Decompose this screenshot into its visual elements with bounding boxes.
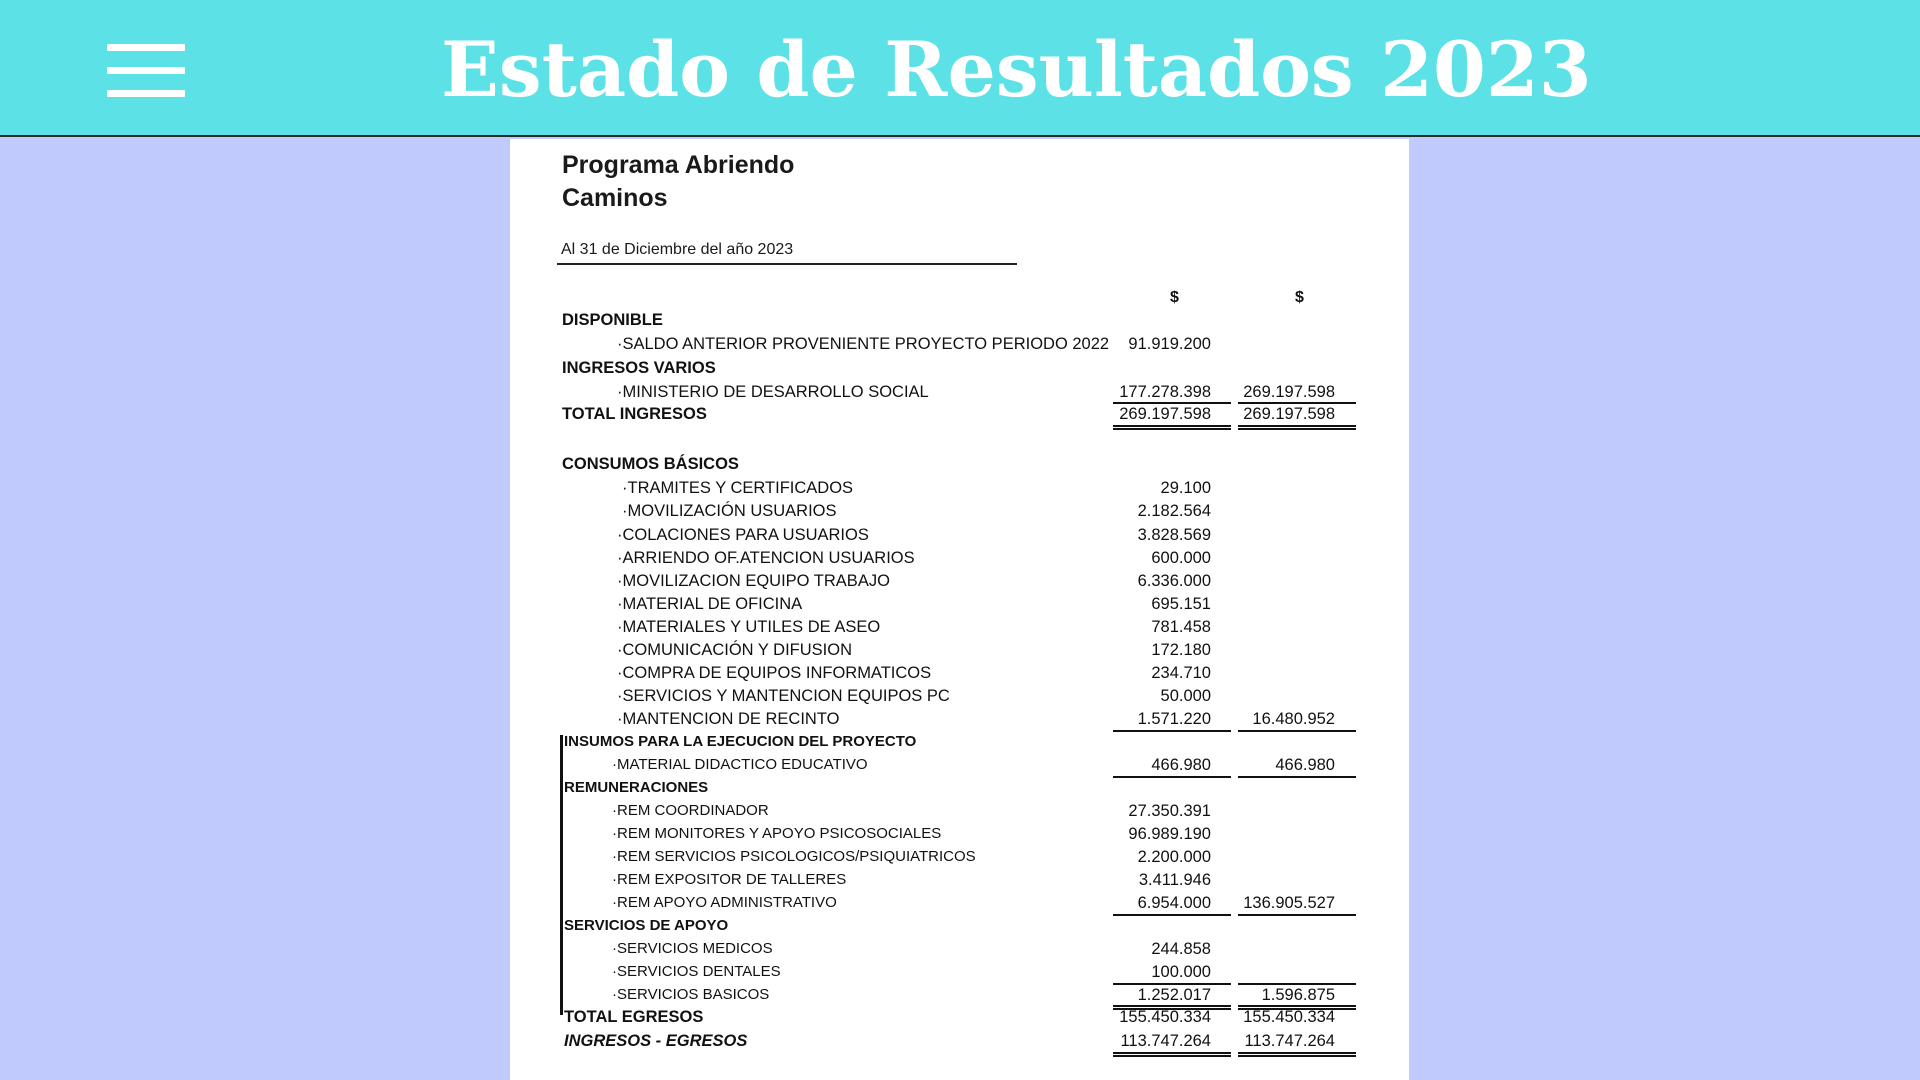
statement-row	[510, 547, 1409, 569]
statement-row	[510, 984, 1409, 1006]
page-title: Estado de Resultados 2023	[441, 25, 1592, 114]
row-amount-col2: 1.596.875	[1261, 986, 1335, 1004]
row-label: ·MANTENCION DE RECINTO	[617, 710, 840, 728]
statement-row	[510, 892, 1409, 914]
organization-name	[562, 149, 794, 215]
row-amount-col1: 172.180	[1151, 641, 1211, 659]
row-label: ·MOVILIZACIÓN USUARIOS	[622, 502, 837, 520]
statement-row	[510, 403, 1409, 425]
row-label: ·SALDO ANTERIOR PROVENIENTE PROYECTO PERIODO 2022	[617, 335, 1110, 353]
row-amount-col1: 2.200.000	[1137, 848, 1211, 866]
statement-row	[510, 961, 1409, 983]
row-amount-col1: 177.278.398	[1119, 383, 1211, 401]
row-label: ·SERVICIOS DENTALES	[612, 963, 781, 980]
row-amount-col1: 781.458	[1151, 618, 1211, 636]
statement-row	[510, 524, 1409, 546]
statement-row	[510, 357, 1409, 379]
statement-row	[510, 846, 1409, 868]
statement-row	[510, 800, 1409, 822]
total-double-underline	[1113, 1005, 1231, 1010]
row-amount-col2: 113.747.264	[1244, 1032, 1335, 1050]
statement-row	[510, 639, 1409, 661]
hamburger-menu-icon[interactable]	[107, 44, 185, 98]
statement-row	[510, 754, 1409, 776]
date-underline	[557, 263, 1017, 265]
amount-underline	[1113, 983, 1231, 985]
row-amount-col1: 1.252.017	[1137, 986, 1211, 1004]
row-amount-col1: 3.828.569	[1137, 526, 1211, 544]
row-label: SERVICIOS DE APOYO	[564, 917, 729, 934]
total-double-underline	[1238, 425, 1356, 430]
row-label: ·MOVILIZACION EQUIPO TRABAJO	[617, 572, 890, 590]
statement-row	[510, 869, 1409, 891]
org-line-2: Caminos	[562, 184, 668, 212]
menu-bar-bottom	[107, 90, 185, 97]
statement-row	[510, 1030, 1409, 1052]
row-label: INGRESOS - EGRESOS	[564, 1032, 748, 1050]
row-amount-col1: 1.571.220	[1137, 710, 1211, 728]
total-double-underline	[1113, 425, 1231, 430]
row-amount-col1: 269.197.598	[1119, 405, 1211, 423]
row-amount-col1: 244.858	[1151, 940, 1211, 958]
statement-row	[510, 616, 1409, 638]
financial-statement-document	[510, 139, 1409, 1080]
amount-underline	[1238, 402, 1356, 404]
row-label: TOTAL INGRESOS	[562, 405, 707, 423]
row-amount-col1: 234.710	[1151, 664, 1211, 682]
statement-row	[510, 453, 1409, 475]
row-amount-col1: 100.000	[1151, 963, 1211, 981]
statement-row	[510, 333, 1409, 355]
statement-row	[510, 777, 1409, 799]
amount-underline	[1238, 914, 1356, 916]
row-amount-col2: 16.480.952	[1252, 710, 1335, 728]
statement-row	[510, 593, 1409, 615]
row-label: ·COMPRA DE EQUIPOS INFORMATICOS	[617, 664, 932, 682]
menu-bar-top	[107, 44, 185, 51]
row-amount-col1: 6.336.000	[1137, 572, 1211, 590]
row-amount-col1: 2.182.564	[1137, 502, 1211, 520]
row-amount-col2: 466.980	[1275, 756, 1335, 774]
statement-row	[510, 823, 1409, 845]
statement-row	[510, 662, 1409, 684]
row-label: ·REM SERVICIOS PSICOLOGICOS/PSIQUIATRICOS	[612, 848, 976, 865]
row-amount-col1: 155.450.334	[1119, 1008, 1211, 1026]
total-double-underline	[1238, 1005, 1356, 1010]
amount-underline	[1238, 983, 1356, 985]
statement-row	[510, 381, 1409, 403]
row-label: ·SERVICIOS MEDICOS	[612, 940, 773, 957]
row-label: ·MATERIAL DIDACTICO EDUCATIVO	[612, 756, 868, 773]
row-label: ·REM COORDINADOR	[612, 802, 769, 819]
statement-row	[510, 477, 1409, 499]
row-label: ·REM APOYO ADMINISTRATIVO	[612, 894, 837, 911]
row-label: ·COMUNICACIÓN Y DIFUSION	[617, 641, 852, 659]
amount-underline	[1113, 730, 1231, 732]
row-amount-col2: 155.450.334	[1243, 1008, 1335, 1026]
amount-underline	[1238, 776, 1356, 778]
row-label: CONSUMOS BÁSICOS	[562, 455, 739, 473]
row-label: ·MATERIAL DE OFICINA	[617, 595, 803, 613]
app-header	[0, 0, 1920, 137]
row-amount-col1: 29.100	[1160, 479, 1211, 497]
row-amount-col1: 27.350.391	[1128, 802, 1211, 820]
row-amount-col1: 113.747.264	[1120, 1032, 1211, 1050]
row-label: INSUMOS PARA LA EJECUCION DEL PROYECTO	[564, 733, 917, 750]
statement-date: Al 31 de Diciembre del año 2023	[561, 241, 794, 258]
statement-row	[510, 915, 1409, 937]
statement-row	[510, 938, 1409, 960]
currency-header-col2: $	[1295, 289, 1304, 306]
statement-row	[510, 309, 1409, 331]
row-amount-col1: 466.980	[1151, 756, 1211, 774]
row-amount-col1: 91.919.200	[1128, 335, 1211, 353]
row-amount-col1: 3.411.946	[1138, 871, 1211, 889]
amount-underline	[1238, 730, 1356, 732]
row-amount-col2: 269.197.598	[1243, 383, 1335, 401]
statement-row	[510, 731, 1409, 753]
row-label: TOTAL EGRESOS	[564, 1008, 704, 1026]
row-label: ·ARRIENDO OF.ATENCION USUARIOS	[617, 549, 915, 567]
row-label: REMUNERACIONES	[564, 779, 709, 796]
row-label: INGRESOS VARIOS	[562, 359, 716, 377]
row-amount-col1: 600.000	[1151, 549, 1211, 567]
row-amount-col1: 50.000	[1160, 687, 1211, 705]
row-label: ·REM EXPOSITOR DE TALLERES	[612, 871, 847, 888]
row-label: ·MATERIALES Y UTILES DE ASEO	[617, 618, 881, 636]
amount-underline	[1113, 776, 1231, 778]
row-amount-col1: 6.954.000	[1137, 894, 1211, 912]
row-label: ·SERVICIOS BASICOS	[612, 986, 770, 1003]
amount-underline	[1113, 402, 1231, 404]
statement-row	[510, 685, 1409, 707]
statement-row	[510, 708, 1409, 730]
row-label: ·REM MONITORES Y APOYO PSICOSOCIALES	[612, 825, 942, 842]
amount-underline	[1113, 914, 1231, 916]
currency-header-col1: $	[1170, 289, 1179, 306]
row-amount-col2: 269.197.598	[1243, 405, 1335, 423]
row-label: ·MINISTERIO DE DESARROLLO SOCIAL	[617, 383, 929, 401]
row-label: ·SERVICIOS Y MANTENCION EQUIPOS PC	[617, 687, 950, 705]
statement-row	[510, 500, 1409, 522]
total-double-underline	[1113, 1052, 1231, 1057]
row-label: ·COLACIONES PARA USUARIOS	[617, 526, 869, 544]
org-line-1: Programa Abriendo	[562, 151, 795, 179]
row-amount-col2: 136.905.527	[1243, 894, 1335, 912]
row-amount-col1: 96.989.190	[1128, 825, 1211, 843]
statement-row	[510, 570, 1409, 592]
menu-bar-middle	[107, 67, 185, 74]
row-label: DISPONIBLE	[562, 311, 663, 329]
row-amount-col1: 695.151	[1151, 595, 1211, 613]
total-double-underline	[1238, 1052, 1356, 1057]
row-label: ·TRAMITES Y CERTIFICADOS	[622, 479, 854, 497]
